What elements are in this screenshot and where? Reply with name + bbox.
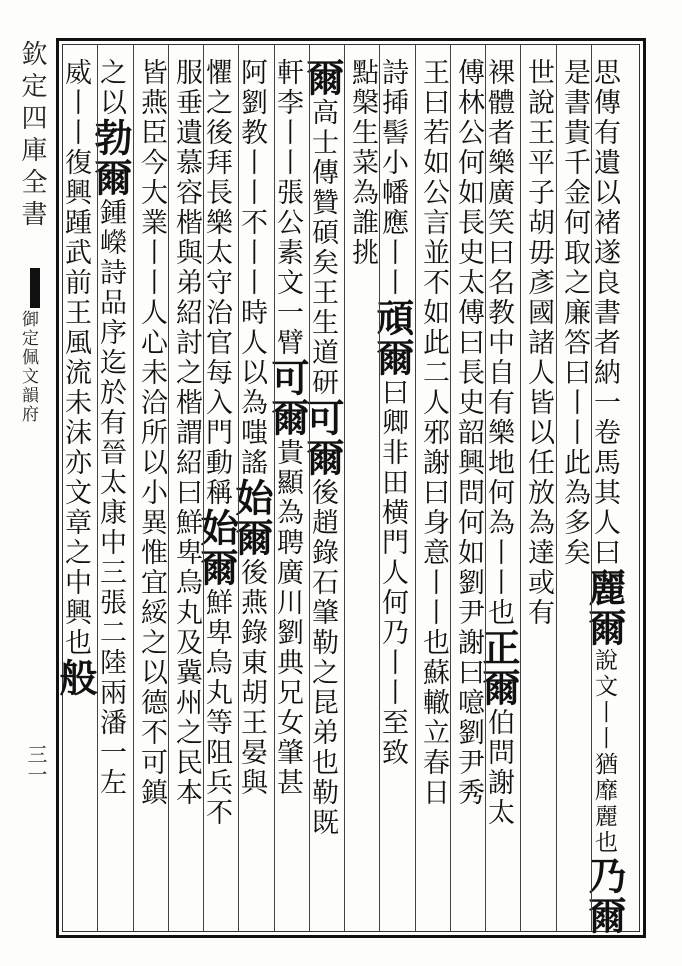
margin-title: 欽定四庫全書	[17, 40, 47, 232]
text-segment: 威丨丨復興踵武前王風流未沫亦文章之中興也	[60, 58, 91, 658]
margin-book-name: 御定佩文韻府	[18, 310, 38, 424]
column-rule	[97, 44, 98, 932]
headword: 般	[53, 658, 98, 698]
column-rule	[344, 44, 345, 932]
text-column	[582, 58, 627, 936]
column-rule	[309, 44, 310, 932]
text-segment: 高士傳贊碩矣王生道研	[307, 98, 338, 398]
text-segment: 後燕錄東胡王晏與	[236, 558, 267, 798]
text-segment: 說文丨丨猶靡麗也	[591, 648, 617, 856]
text-column	[476, 58, 521, 828]
column-rule	[591, 44, 592, 932]
text-segment: 思傳有遺以褚遂良書者納一卷馬其人曰	[589, 58, 620, 568]
text-segment: 軒李丨丨張公素文一臂	[272, 58, 303, 358]
text-column	[559, 58, 588, 568]
text-column	[418, 58, 447, 808]
text-column	[88, 58, 133, 798]
text-segment: 之以	[95, 58, 126, 118]
text-segment: 裸體者樂廣笑曰名教中自有樂地何為丨丨也	[483, 58, 514, 628]
column-rule	[274, 44, 275, 932]
headword: 乃爾	[582, 856, 627, 936]
text-column	[265, 58, 310, 798]
text-segment: 詩揷髻小幡應丨丨	[377, 58, 408, 298]
headword: 可爾	[300, 398, 345, 478]
text-segment: 服垂遺慕容楷與弟紹討之楷謂紹曰鮮卑烏丸及冀州之民本	[171, 58, 202, 808]
headword: 始爾	[194, 508, 239, 588]
text-segment: 是書貴千金何取之廉答曰丨丨此為多矣	[559, 58, 590, 568]
column-rule	[168, 44, 169, 932]
column-rule	[520, 44, 521, 932]
text-segment: 曰卿非田横門人何乃丨丨至致	[377, 378, 408, 768]
text-segment: 鍾嶸詩品序迄於有晉太康中三張二陸兩潘一左	[95, 198, 126, 798]
margin-fishtail-mark	[30, 268, 40, 308]
column-rule	[485, 44, 486, 932]
column-rule	[203, 44, 204, 932]
column-rule	[450, 44, 451, 932]
text-segment: 後趙錄石肇勒之昆弟也勒既	[307, 478, 338, 838]
column-rule	[415, 44, 416, 932]
page-number: 三一	[24, 744, 48, 784]
headword: 正爾	[476, 628, 521, 708]
text-segment: 王曰若如公言並不如此二人邪謝曰身意丨丨也蘇轍立春日	[418, 58, 449, 808]
headword: 麗爾	[582, 568, 627, 648]
headword: 爾	[300, 58, 345, 98]
text-segment: 貴顯為聘廣川劉典兄女肇甚	[272, 438, 303, 798]
text-segment: 點槃生菜為誰挑	[347, 58, 378, 268]
text-segment: 懼之後拜長樂太守治官每入門動稱	[201, 58, 232, 508]
text-column	[229, 58, 274, 798]
text-column	[136, 58, 165, 808]
headword: 勃爾	[88, 118, 133, 198]
text-segment: 世說王平子胡毋彥國諸人皆以任放為達或有	[523, 58, 554, 628]
column-rule	[238, 44, 239, 932]
headword: 頑爾	[370, 298, 415, 378]
headword: 可爾	[265, 358, 310, 438]
text-segment: 傅林公何如長史太傅曰長史韶興問何如劉尹謝曰噫劉尹秀	[453, 58, 484, 808]
text-column	[523, 58, 552, 628]
column-rule	[556, 44, 557, 932]
column-rule	[379, 44, 380, 932]
text-column	[194, 58, 239, 828]
text-segment: 伯問謝太	[483, 708, 514, 828]
text-segment: 鮮卑烏丸等阻兵不	[201, 588, 232, 828]
text-segment: 皆燕臣今大業丨丨人心未洽所以小異惟宜綏之以德不可鎮	[136, 58, 167, 808]
column-rule	[133, 44, 134, 932]
text-segment: 阿劉教丨丨不丨丨時人以為嗤謠	[236, 58, 267, 478]
text-column	[171, 58, 200, 808]
text-column	[53, 58, 98, 698]
text-column	[370, 58, 415, 768]
text-column	[300, 58, 345, 838]
headword: 始爾	[229, 478, 274, 558]
text-column	[347, 58, 376, 268]
text-column	[453, 58, 482, 808]
